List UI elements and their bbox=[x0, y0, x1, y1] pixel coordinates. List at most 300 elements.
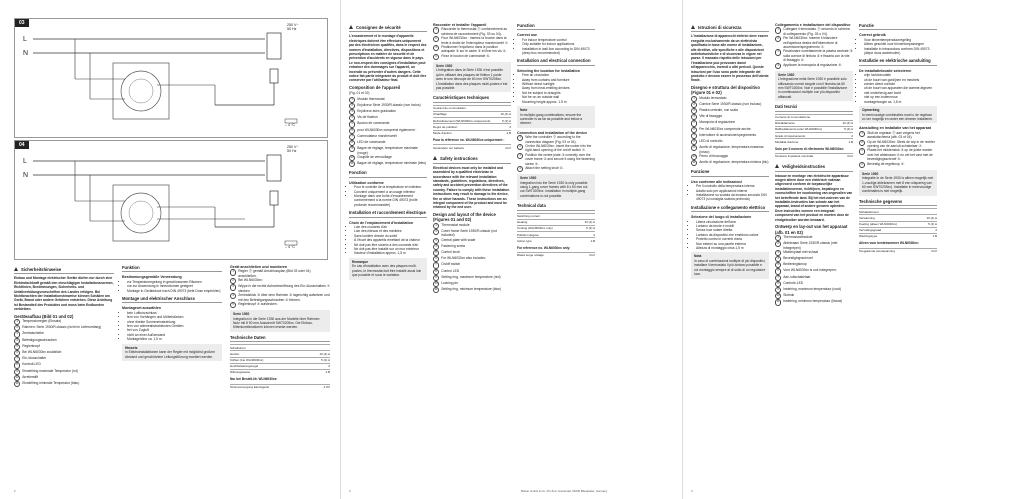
tech-table bbox=[775, 114, 853, 145]
item-text: Attach the setting knob ⑤. bbox=[525, 165, 564, 170]
item-number: 1 bbox=[14, 319, 20, 325]
note-title: Remarque bbox=[352, 259, 369, 264]
list-item bbox=[433, 45, 511, 54]
item-text: For WLN6030xx also includes: bbox=[441, 256, 486, 261]
de-col-3 bbox=[230, 262, 330, 392]
note-title: Opmerking bbox=[862, 108, 880, 113]
item-number: 3 bbox=[349, 109, 355, 115]
table-cell-value: 5 (2) A bbox=[839, 127, 853, 133]
table-cell-label: Switching current bbox=[517, 213, 577, 219]
note-text: In meervoudige combinaties moet u de regelaar zo ver mogelijk en onder een dimmer installeren. bbox=[862, 112, 934, 121]
de-col-2 bbox=[122, 262, 222, 363]
item-text: LED de commande bbox=[357, 140, 386, 144]
table-row bbox=[859, 233, 937, 239]
list-item: • niet op een buitenmuur bbox=[864, 95, 937, 99]
table-cell-value: 2 bbox=[577, 232, 595, 238]
list-item bbox=[517, 153, 595, 166]
table-row bbox=[433, 130, 511, 136]
note-title: Note bbox=[520, 108, 528, 113]
item-text: Einstellring maximale Temperatur (rot) bbox=[22, 368, 78, 373]
line-label: L bbox=[23, 158, 27, 165]
list-item bbox=[230, 284, 330, 293]
table-cell-label: Wirkungsweise bbox=[230, 370, 306, 376]
table-cell-label: Stromversorgung Einzelgerät bbox=[230, 384, 316, 390]
section-title: Caractéristiques techniques bbox=[433, 95, 511, 102]
list-item: • nicht an einer Außenwand bbox=[127, 333, 222, 337]
subsection-title: De installatielocatie selecteren bbox=[859, 68, 912, 73]
item-number: 8 bbox=[433, 269, 439, 275]
list-item: • Not be subject to draughts bbox=[522, 91, 595, 95]
table-cell-label: Chauffage bbox=[433, 112, 499, 118]
subsection-title: Selecting the location for installation bbox=[517, 68, 580, 73]
item-text: Per WLN6030xx: Inserire il bilanciere nell'apertura destra dell'interruttore di accensione/spegnimento ⑦. bbox=[783, 36, 838, 50]
item-number: 1 bbox=[517, 135, 523, 141]
footer-address: Berker GmbH & Co. KG Zum Gunterstal, 66440 Blieskastel, Germany bbox=[521, 489, 608, 493]
list-item: • Loin des courants d'air bbox=[354, 225, 427, 229]
en-section bbox=[433, 154, 511, 293]
item-number: 4 bbox=[433, 54, 439, 60]
item-number: 11 bbox=[14, 381, 20, 387]
section-title: Functie bbox=[859, 23, 937, 30]
item-number: 9 bbox=[775, 287, 781, 293]
list-item: • Protetto contro le correnti d'aria bbox=[696, 237, 769, 241]
table-cell-value: 5 (2) A bbox=[499, 118, 511, 124]
order-table bbox=[230, 384, 330, 390]
item-number: 2 bbox=[775, 241, 781, 247]
note-text: Integratie in de Serie 1930 is alleen mogelijk met 1-voudige afdekramen met 8 een uitsparing van 60 mm SWT0205xx). Installatie in meervoudige combinaties is niet mogelijk. bbox=[862, 176, 934, 194]
item-text: Ein-/Ausschalter bbox=[22, 356, 47, 361]
table-row bbox=[859, 248, 937, 254]
item-text: Perno di bloccaggio bbox=[699, 154, 729, 158]
list-item: • Away from heat-emitting devices bbox=[522, 86, 595, 90]
subsection-title: Correct gebruik bbox=[859, 33, 886, 38]
table-cell-label: Heizen bbox=[230, 351, 306, 357]
table-cell-value: 10 (4) A bbox=[839, 120, 853, 126]
item-number: 3 bbox=[691, 108, 697, 114]
list-item: • Montage dans une boîte d'encastrement conformément à la norme DIN 49073 (boîte profonde recommandée) bbox=[354, 194, 427, 207]
item-number: 1 bbox=[859, 131, 865, 137]
item-text: Positionner l'enjoliveur dans le position adéquate ③ sur le cadre ② et fixer les vis ④. bbox=[441, 45, 507, 54]
list-item bbox=[230, 269, 330, 278]
use-list bbox=[122, 280, 222, 293]
note-box bbox=[433, 62, 511, 92]
note-box bbox=[859, 170, 937, 196]
section-title: Technical data bbox=[517, 203, 595, 210]
item-number: 7 bbox=[349, 134, 355, 140]
item-text: Raccorder le thermostat ⓪ conformément au schéma de raccordement (Fig. 03 ou 04). bbox=[441, 27, 508, 36]
table-cell-label: Générateur sur batterie bbox=[433, 145, 498, 151]
table-cell-label: Grado di inquinamento bbox=[775, 133, 839, 139]
safety-text: Einbau und Montage elektrischer Geräte dürfen nur durch eine Elektrofachkraft gemäß den einschlägigen Installationsnormen, Richtlinien, Bestimmungen, Sicherheits- und Unfallverhütungsvorschriften des Landes erfolgen. Bei Nichtbeachten der Installationshinweise können Schäden am Gerät, Brand oder andere Gefahren entstehen. Diese Anleitung ist Bestandteil des Produktes und muss beim Endkunden verbleiben. bbox=[14, 276, 114, 312]
table-cell-value: 1.B bbox=[839, 139, 853, 145]
list-item bbox=[433, 27, 511, 36]
table-cell-value: 10 (4) A bbox=[500, 112, 511, 117]
table-cell-value: 4 kV bbox=[581, 252, 595, 258]
step-list bbox=[859, 131, 937, 168]
table-cell-label: Heating bbox=[517, 219, 577, 225]
table-cell-label: Hochbelastungsregel bbox=[230, 363, 306, 369]
list-item bbox=[433, 229, 511, 238]
note-box bbox=[349, 258, 427, 280]
list-item: • Installation in wall box according to DIN 49073 (deep box recommended) bbox=[522, 47, 595, 56]
item-text: Per WLN6030xx comprende anche: bbox=[699, 126, 752, 131]
item-text: Arretierstift bbox=[22, 374, 39, 379]
list-item: • À l'écart des appareils émettant de la chaleur bbox=[354, 238, 427, 242]
item-number: 2 bbox=[691, 102, 697, 108]
section-title: Consignes de sécurité bbox=[356, 25, 401, 30]
wiring-diagram-04 bbox=[14, 140, 328, 260]
list-item bbox=[859, 131, 937, 140]
table-cell-label: Kühlen (bei WLN6030xx) bbox=[230, 357, 306, 363]
fr-col-2 bbox=[433, 20, 511, 293]
subsection-title: Connection and installation of the device bbox=[517, 130, 588, 135]
list-item bbox=[775, 241, 853, 250]
table-row bbox=[230, 370, 330, 376]
item-text: Reglerknopf bbox=[22, 343, 40, 348]
list-item bbox=[230, 302, 330, 308]
table-cell-label: Courant de commutation bbox=[433, 105, 499, 111]
item-number: 5 bbox=[230, 302, 236, 308]
item-text: Sluit de regelaar ⓪ aan volgens het aansluitschema (afb. 03 of 04). bbox=[867, 130, 920, 140]
item-text: Kontroll-LED bbox=[22, 362, 41, 367]
neutral-label: N bbox=[23, 50, 29, 57]
section-title: Istruzioni di sicurezza bbox=[698, 25, 742, 30]
list-item: • Voor binnentemperatuurregeling bbox=[864, 38, 937, 42]
item-number: 2 bbox=[433, 229, 439, 235]
item-text: Zentralstück ③ über dem Rahmen ② lagerichtig aufsetzen und mit den Befestigungsschrauben ④ fixieren. bbox=[238, 293, 330, 302]
item-text: Module thermostat bbox=[357, 96, 385, 101]
component-list bbox=[349, 97, 427, 168]
item-number: 1 bbox=[349, 97, 355, 103]
neutral-label: N bbox=[23, 172, 29, 179]
list-item: • Montage in Gerätedose nach DIN 49073 (tiefe Dose empfohlen) bbox=[127, 289, 222, 293]
note-title: Hinweis bbox=[125, 345, 138, 350]
section-title: Installation et raccordement électrique bbox=[349, 210, 427, 217]
list-item bbox=[775, 299, 853, 305]
page-3 bbox=[682, 0, 1024, 499]
table-cell-value: 10 (4) A bbox=[920, 215, 937, 221]
list-item: • Without direct sunlight bbox=[522, 82, 595, 86]
section-title: Geräteaufbau (Bild 01 und 02) bbox=[14, 313, 74, 319]
rating-label: 250 V~ 50 Hz bbox=[287, 145, 299, 154]
item-number: 4 bbox=[859, 162, 865, 168]
table-cell-value: 1.B bbox=[577, 238, 595, 244]
section-title: Sicherheitshinweise bbox=[21, 267, 62, 272]
tech-table bbox=[859, 208, 937, 239]
component-list bbox=[433, 223, 511, 294]
list-item: • Alleen geschikt voor binnentoepassingen bbox=[864, 42, 937, 46]
table-cell-value: 2 bbox=[306, 363, 330, 369]
list-item: • fern von Vorhängen und Möbelstücken bbox=[127, 315, 222, 319]
section-sub: (Fig. 01 et 02) bbox=[349, 91, 370, 96]
section-title: Installatie en elektrische aansluiting bbox=[859, 58, 937, 65]
subsection-title: Gerät anschließen und montieren bbox=[230, 265, 288, 269]
component-list bbox=[691, 96, 769, 167]
table-cell-label: Toegekende stootspanning bbox=[859, 248, 926, 254]
section-title: Fonction bbox=[349, 170, 427, 177]
item-text: Fastening screw bbox=[441, 243, 466, 248]
table-cell-value: 10 (4) A bbox=[306, 351, 330, 357]
list-item: • Non esterni su una parete esterna bbox=[696, 242, 769, 246]
item-text: Control LED bbox=[441, 268, 460, 273]
place-list bbox=[349, 225, 427, 256]
item-text: Locking pin bbox=[441, 281, 458, 285]
page-number: 4 bbox=[691, 489, 693, 493]
order-title: For reference no. WLN6030xx only: bbox=[517, 245, 571, 250]
subsection-title: Selezione del luogo di installazione bbox=[691, 215, 752, 220]
order-table bbox=[517, 252, 595, 258]
nl-col-2 bbox=[859, 20, 937, 256]
item-number: 3 bbox=[517, 153, 523, 159]
section-title: Safety instructions bbox=[440, 156, 478, 162]
item-number: 4 bbox=[775, 256, 781, 262]
item-number: 9 bbox=[433, 275, 439, 281]
item-text: Wire the controller ⓪ according to the connection diagram (Fig. 03 or 04). bbox=[525, 135, 581, 144]
safety-text: L'installazione di apparecchi elettrici deve essere eseguita esclusivamente da un elettricista qualificato in base alle norme di installazione, alle direttive, alle specifiche e alle disposizioni antinfortunistiche e di sicurezza in vigore nel paese. Il mancato rispetto delle istruzioni per l'installazione può provocare danni all'apparecchio, incendi o altri pericoli. Queste istruzioni per l'uso sono parte integrante del prodotto e devono essere in possesso dell'utente finale. bbox=[691, 34, 769, 83]
item-text: Setting ring, maximum temperature (red) bbox=[441, 274, 501, 279]
table-row bbox=[775, 139, 853, 145]
item-number: 9 bbox=[14, 369, 20, 375]
table-cell-value: 4 kV bbox=[842, 154, 853, 160]
table-cell-label: Rated surge voltage bbox=[517, 252, 581, 258]
list-item: • kein Luftkurzschluss bbox=[127, 311, 222, 315]
list-item: • vrije luchtcirculatie bbox=[864, 73, 937, 77]
order-title: Nur bei Bestell-Nr. WLN6030xx: bbox=[230, 377, 278, 382]
item-text: Applicare la manopola di regolazione ⑤. bbox=[783, 62, 843, 67]
use-list bbox=[517, 38, 595, 56]
table-cell-value: 4 kV bbox=[498, 145, 511, 151]
note-text: Integration in die Serie 1930 aus der Modelle über Rahmen Nutz mit 8 90 mm Ausschnitt SWT0205xx. Die Einbau-Kittenkombinationen können ersetzt werden. bbox=[233, 316, 320, 330]
item-number: 11 bbox=[775, 299, 781, 305]
step-list bbox=[230, 269, 330, 308]
de-col-1 bbox=[14, 262, 114, 387]
note-title: Serie 1930 bbox=[778, 72, 795, 77]
item-text: Interruttore di accensione/spegnimento bbox=[699, 132, 757, 137]
table-cell-value: 5 (2) A bbox=[306, 357, 330, 363]
item-number: 4 bbox=[433, 244, 439, 250]
list-item: • montagehoogte ca. 1,5 m bbox=[864, 100, 937, 104]
section-title: Veiligheidsinstructies bbox=[782, 164, 826, 170]
item-number: 7 bbox=[433, 262, 439, 268]
list-item bbox=[517, 135, 595, 144]
item-number: 7 bbox=[14, 356, 20, 362]
item-text: Thermostat module bbox=[441, 222, 470, 227]
note-box bbox=[517, 106, 595, 128]
use-list bbox=[349, 185, 427, 207]
safety-text: Electrical devices must only be installed and assembled by a qualified electrician in accordance with the relevant installation standards, guidelines, regulations, directives, safety and accident prevention directives of the country. Failure to comply with these installation instructions may result in damage to the device, fire or other hazards. These instructions are an integral component of the product and must be retained by the end user. bbox=[433, 165, 510, 210]
list-item bbox=[433, 36, 511, 45]
note-title: Serie 1930 bbox=[520, 176, 537, 181]
subsection-title: Aansluiting en installatie van het apparaat bbox=[859, 126, 931, 131]
section-title: Ontwerp en lay-out van het apparaat (afb. 01 en 02) bbox=[775, 224, 848, 235]
list-item: • Lontano da tende e mobili bbox=[696, 224, 769, 228]
tech-table bbox=[433, 105, 511, 136]
list-item: • uit de buurt van gordijnen en meubels bbox=[864, 78, 937, 82]
item-number: 1 bbox=[433, 27, 439, 33]
order-title: Alleen voor bestelnummer WLN6030xx: bbox=[859, 241, 919, 246]
item-text: Fixez le bouton de commande ⑤. bbox=[441, 53, 491, 58]
table-cell-label: Cooling (WLN6030xx only) bbox=[517, 225, 577, 231]
wiring-diagram-svg bbox=[15, 19, 327, 137]
table-cell-label: Riscaldamento bbox=[775, 120, 839, 126]
place-list bbox=[859, 73, 937, 104]
item-number: 1 bbox=[691, 96, 697, 102]
section-title: Composition de l'appareil bbox=[349, 84, 401, 90]
list-item: • Sans lumière directe du soleil bbox=[354, 234, 427, 238]
item-number: 8 bbox=[775, 281, 781, 287]
list-item: • Installatie in inbouwdoos conform DIN 49073 (diepe doos aanbevolen) bbox=[864, 47, 937, 56]
section-title: Montage und elektrischer Anschluss bbox=[122, 296, 222, 303]
section-title: Technische Daten bbox=[230, 335, 330, 342]
list-item: • Not be on an outside wall bbox=[522, 95, 595, 99]
item-text: Reglerknopf ⑤ aufstecken. bbox=[238, 302, 278, 307]
section-title: Funktion bbox=[122, 265, 222, 272]
item-text: Middenplaat met schaal bbox=[783, 249, 819, 254]
table-cell-label: Degré de pollution bbox=[433, 124, 499, 130]
item-number: 1 bbox=[775, 27, 781, 33]
place-list bbox=[691, 220, 769, 251]
list-item: • Ne doit pas être soumis à des courants d'air bbox=[354, 243, 427, 247]
warning-icon bbox=[691, 25, 695, 29]
en-col-2 bbox=[517, 20, 595, 260]
list-item: • Free air circulation bbox=[522, 73, 595, 77]
list-item bbox=[775, 49, 853, 62]
item-number: 4 bbox=[349, 115, 355, 121]
item-number: 8 bbox=[349, 140, 355, 146]
item-text: On the WLN6030xx: Insert the rocker into the right-hand opening of the on/off switch ⑦. bbox=[525, 143, 592, 153]
item-text: Anello di regolazione, temperatura minima (blu) bbox=[699, 160, 769, 165]
section-title: Dati tecnici bbox=[775, 104, 853, 111]
table-cell-value: 1.B bbox=[499, 130, 511, 136]
item-number: 11 bbox=[433, 287, 439, 293]
list-item: • zonder direct zonlicht bbox=[864, 82, 937, 86]
list-item bbox=[433, 54, 511, 60]
it-col-1 bbox=[691, 20, 769, 281]
item-number: 2 bbox=[859, 140, 865, 146]
list-item: • Pour le contrôle de la température en intérieur bbox=[354, 185, 427, 189]
list-item: • ohne direkte Sonneneinstrahlung bbox=[127, 320, 222, 324]
item-text: Bevestig de regelknop ⑤. bbox=[867, 161, 905, 166]
list-item: • fern von wärmeabstrahlenden Geräten bbox=[127, 324, 222, 328]
item-number: 1 bbox=[775, 235, 781, 241]
item-text: Cover frame Serie 1930/R.classic (not included) bbox=[441, 228, 497, 238]
item-text: Bouton de commande bbox=[357, 121, 390, 126]
subsection-title: Correct use bbox=[517, 33, 537, 38]
list-item bbox=[433, 287, 511, 293]
table-row bbox=[775, 154, 853, 160]
note-text: En cas d'installation avec des plaques multi-postes, le thermostat doit être installé aussi loin que possible et sous le variateur. bbox=[352, 264, 422, 278]
item-text: Pour WLN6030xx : Insérez la touche dans la fente à droite de l'interrupteur marche/arrêt ⑦. bbox=[441, 36, 509, 45]
item-text: Setting ring, minimum temperature (blue) bbox=[441, 287, 502, 292]
list-item: • Adatto solo per applicazioni interne bbox=[696, 189, 769, 193]
safety-text: L'encastrement et le montage d'appareils électriques doivent être effectués uniquement par des électriciens qualifiés, dans le respect des normes d'installation, directives, dispositions et prescriptions en matière de sécurité et de prévention d'accidents en vigueur dans le pays. Le non-respect des consignes d'installation peut entraîner des dommages sur l'appareil, un incendie ou présenter d'autres dangers. Cette notice fait partie intégrante du produit et doit être conservée par l'utilisateur final. bbox=[349, 34, 427, 83]
table-cell-value: 5 (2) A bbox=[920, 221, 937, 227]
list-item bbox=[517, 166, 595, 172]
table-row bbox=[433, 145, 511, 151]
list-item bbox=[691, 145, 769, 154]
list-item: • nur zur Anwendung in Innenräumen geeignet bbox=[127, 284, 222, 288]
item-text: Op de WLN6030xx: Steek de wip in de rechter opening van de aan/uit-schakelaar ⑦. bbox=[867, 139, 935, 148]
subsection-title: Uso conforme alle indicazioni bbox=[691, 179, 742, 184]
note-box bbox=[691, 252, 769, 278]
item-number: 4 bbox=[775, 63, 781, 69]
item-text: Aan-/uitschakelaar bbox=[783, 274, 811, 279]
item-text: Commutateur marche/arrêt bbox=[357, 133, 397, 138]
table-cell-label: Tensione impulsiva nominale bbox=[775, 154, 842, 160]
step-list bbox=[433, 27, 511, 60]
list-item: • Away from curtains and furniture bbox=[522, 78, 595, 82]
table-cell-value: 2 bbox=[920, 227, 937, 233]
item-text: Controle-LED bbox=[783, 280, 804, 285]
list-item: • zur Temperaturregelung in geschlossenen Räumen bbox=[127, 280, 222, 284]
warning-icon bbox=[775, 164, 779, 168]
item-text: Bei WLN6030xx: bbox=[238, 278, 263, 283]
table-cell-value: 2 bbox=[839, 133, 853, 139]
page-number: 2 bbox=[14, 489, 16, 493]
note-text: L'integrazione nella Serie 1930 è possibile solo utilizzando cornici singole con il finestra da 60 mm SWT0205xx. Non è possibile l'installazione in combinazioni multiple con più dispositivi affiancati. bbox=[778, 77, 848, 99]
item-number: 11 bbox=[691, 160, 697, 166]
table-cell-value: 1.B bbox=[920, 233, 937, 239]
item-number: 5 bbox=[433, 250, 439, 256]
item-number: 3 bbox=[859, 148, 865, 154]
note-text: In multiple-gang combinations, ensure the controller is as far as possible and below a dimmer. bbox=[520, 112, 583, 126]
item-number: 9 bbox=[349, 146, 355, 152]
list-item: • Convient uniquement à un usage intérieur bbox=[354, 190, 427, 194]
table-cell-value: 1.B bbox=[306, 370, 330, 376]
item-number: 2 bbox=[517, 144, 523, 150]
order-title: Solo per il numero di riferimento WLN6030xx: bbox=[775, 146, 845, 151]
list-item bbox=[691, 160, 769, 166]
item-number: 6 bbox=[14, 350, 20, 356]
list-item: • Libera circolazione dell'aria bbox=[696, 220, 769, 224]
item-number: 2 bbox=[349, 103, 355, 109]
item-text: Enjoliveur Série 1930/R.classic (non inclus) bbox=[357, 102, 421, 107]
list-item bbox=[775, 36, 853, 49]
item-number: 3 bbox=[14, 331, 20, 337]
item-number: 3 bbox=[775, 49, 781, 55]
list-item bbox=[14, 381, 114, 387]
list-item: • niet onderhevig aan tocht bbox=[864, 91, 937, 95]
list-item bbox=[349, 161, 427, 167]
item-text: Einstellring minimale Temperatur (blau) bbox=[22, 380, 80, 385]
component-list bbox=[14, 319, 114, 387]
section-title: Installation and electrical connection bbox=[517, 58, 595, 65]
table-cell-value: 5 (2) A bbox=[577, 225, 595, 231]
item-number: 1 bbox=[230, 269, 236, 275]
table-cell-label: Vervuilingsgraad bbox=[859, 227, 920, 233]
item-text: Vite di fissaggio bbox=[699, 114, 723, 119]
table-cell-label: Werkingstype bbox=[859, 233, 920, 239]
it-col-2 bbox=[775, 20, 853, 306]
item-number: 8 bbox=[14, 362, 20, 368]
item-text: Bei WLN6030xx zusätzlich: bbox=[22, 350, 63, 354]
item-text: Zentralscheibe bbox=[22, 331, 44, 336]
table-cell-value: 10 (4) A bbox=[577, 219, 595, 225]
item-text: Central plate with scale bbox=[441, 237, 476, 242]
item-text: Slotnok bbox=[783, 293, 795, 298]
table-cell-label: Modalità d'azione bbox=[775, 139, 839, 145]
figure-badge: 04 bbox=[15, 141, 29, 149]
use-list bbox=[691, 184, 769, 202]
item-number: 3 bbox=[230, 284, 236, 290]
item-number: 10 bbox=[691, 154, 697, 160]
item-number: 4 bbox=[14, 338, 20, 344]
item-number: 6 bbox=[433, 256, 439, 262]
section-title: Disegno e struttura del dispositivo (Figure 01 e 02) bbox=[691, 84, 760, 96]
item-number: 10 bbox=[433, 281, 439, 287]
item-text: Collegare il termostato ⓪ secondo lo schema di collegamento (Fig. 03 o 04). bbox=[783, 27, 850, 36]
subsection-title: Collegamento e installazione del dispositivo bbox=[775, 23, 851, 27]
